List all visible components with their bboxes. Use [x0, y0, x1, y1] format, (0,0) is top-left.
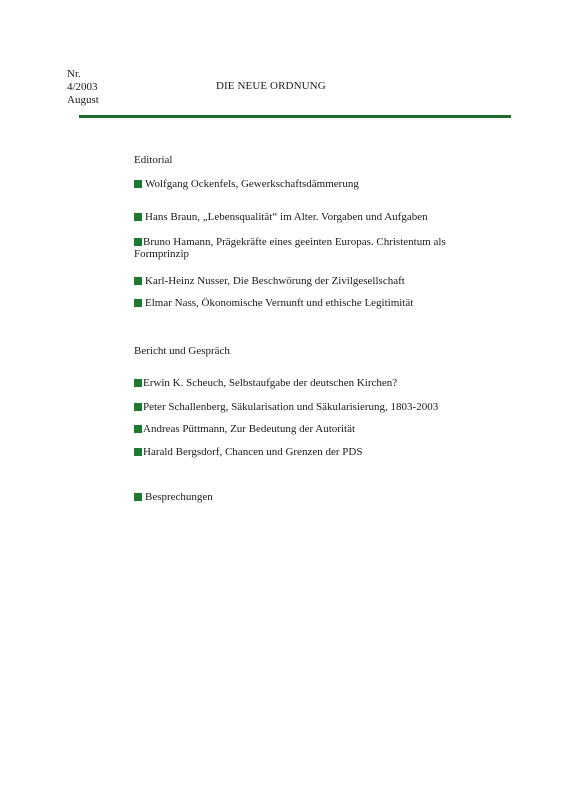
toc-entry-text: Erwin K. Scheuch, Selbstaufgabe der deutschen Kirchen? — [143, 377, 398, 389]
toc-entry-text: Andreas Püttmann, Zur Bedeutung der Autorität — [143, 423, 356, 435]
toc-entry — [134, 401, 464, 413]
toc-entry — [134, 275, 464, 287]
square-bullet-icon — [134, 448, 142, 456]
square-bullet-icon — [134, 493, 142, 501]
toc-entry-text: Elmar Nass, Ökonomische Vernunft und ethische Legitimität — [145, 297, 414, 309]
toc-entry — [134, 423, 464, 435]
issue-label: Nr. — [67, 68, 81, 80]
toc-entry-text: Wolfgang Ockenfels, Gewerkschaftsdämmerung — [145, 178, 359, 190]
square-bullet-icon — [134, 299, 142, 307]
journal-title: DIE NEUE ORDNUNG — [216, 80, 326, 92]
toc-entry — [134, 491, 464, 503]
square-bullet-icon — [134, 277, 142, 285]
square-bullet-icon — [134, 425, 142, 433]
toc-entry-text: Karl-Heinz Nusser, Die Beschwörung der Zivilgesellschaft — [145, 275, 405, 287]
section-heading-bericht: Bericht und Gespräch — [134, 345, 230, 357]
toc-entry-text: Peter Schallenberg, Säkularisation und Säkularisierung, 1803-2003 — [143, 401, 439, 413]
toc-entry-text: Harald Bergsdorf, Chancen und Grenzen der PDS — [143, 446, 363, 458]
toc-entry — [134, 297, 464, 309]
toc-entry — [134, 446, 464, 458]
square-bullet-icon — [134, 238, 142, 246]
toc-entry — [134, 178, 464, 190]
toc-entry-text: Bruno Hamann, Prägekräfte eines geeinten Europas. Christentum als Formprinzip — [134, 236, 446, 260]
square-bullet-icon — [134, 180, 142, 188]
issue-info — [67, 68, 99, 107]
toc-entry — [134, 377, 464, 389]
toc-entry-text: Hans Braun, „Lebensqualität“ im Alter. Vorgaben und Aufgaben — [145, 211, 428, 223]
issue-number: 4/2003 — [67, 81, 98, 93]
section-heading-editorial: Editorial — [134, 154, 173, 166]
toc-entry-text: Besprechungen — [145, 491, 213, 503]
square-bullet-icon — [134, 213, 142, 221]
square-bullet-icon — [134, 379, 142, 387]
header-divider — [79, 115, 511, 118]
toc-entry — [134, 211, 464, 223]
toc-entry — [134, 236, 464, 260]
square-bullet-icon — [134, 403, 142, 411]
issue-month: August — [67, 94, 99, 106]
